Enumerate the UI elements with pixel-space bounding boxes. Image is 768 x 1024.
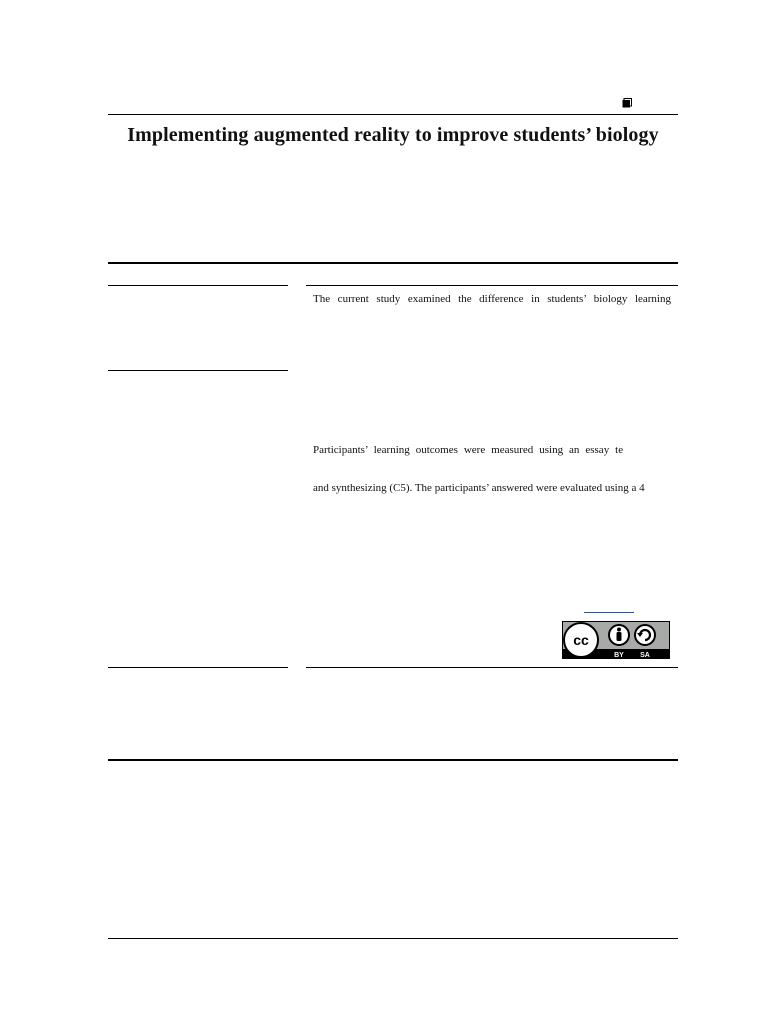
left-column-bottom-rule xyxy=(108,667,288,668)
title-section-rule xyxy=(108,262,678,264)
article-title: Implementing augmented reality to improve students’ biology xyxy=(127,124,659,146)
svg-text:SA: SA xyxy=(640,652,650,659)
checkbox-square-icon xyxy=(622,98,632,108)
abstract-line-1: The current study examined the difference in students’ biology learning xyxy=(313,293,671,305)
doi-link[interactable] xyxy=(584,612,634,613)
header-rule xyxy=(108,114,678,115)
creative-commons-by-sa-icon xyxy=(562,621,670,659)
left-column-mid-rule xyxy=(108,370,288,371)
footer-rule xyxy=(108,938,678,939)
right-column-bottom-rule xyxy=(306,667,678,668)
left-column-top-rule xyxy=(108,285,288,286)
right-column-top-rule xyxy=(306,285,678,286)
svg-text:cc: cc xyxy=(573,632,589,648)
svg-text:BY: BY xyxy=(614,652,624,659)
abstract-line-2: Participants’ learning outcomes were measured using an essay te xyxy=(313,444,624,456)
section-end-rule xyxy=(108,759,678,761)
abstract-line-3: and synthesizing (C5). The participants’ answered were evaluated using a 4 xyxy=(313,482,645,494)
